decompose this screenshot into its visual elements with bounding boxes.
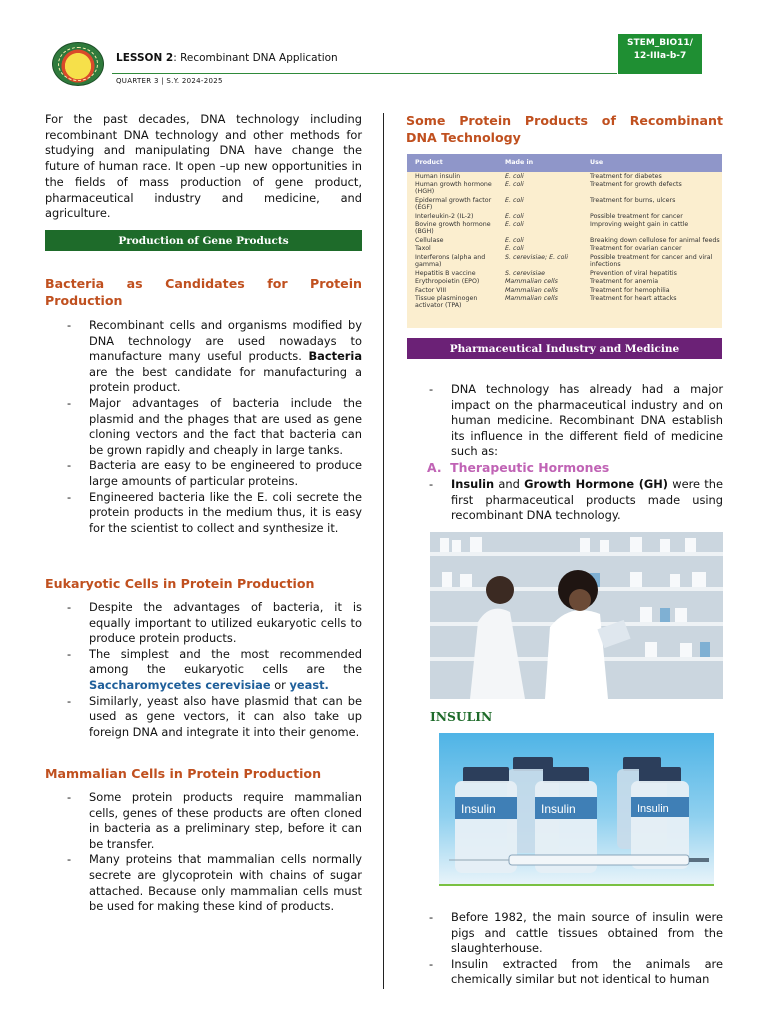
table-row [407,212,722,220]
section-bar-gene-products: Production of Gene Products [45,230,362,251]
list-item: - Before 1982, the main source of insulin were pigs and cattle tissues obtained from the slaughterhouse. [427,910,723,957]
table-cell: Epidermal growth factor (EGF) [415,196,492,212]
bold-term: Insulin [451,477,495,491]
quarter-label: QUARTER 3 | S.Y. 2024-2025 [116,77,223,85]
item-text: were the first pharmaceutical products made using recombinant DNA technology. [451,477,724,523]
pharma-list [427,382,723,460]
table-cell: Mammalian cells [505,286,558,294]
table-heading-line2: DNA Technology [406,130,521,145]
insulin-vials-photo [439,733,714,885]
code-line-2: 12-IIIa-b-7 [633,51,687,61]
vial-label: Insulin [637,803,669,815]
bacteria-list [45,318,362,536]
table-cell: Interleukin-2 (IL-2) [415,212,474,220]
table-cell: Hepatitis B vaccine [415,269,476,277]
lesson-title [116,52,338,64]
competency-code-badge [618,34,702,74]
item-bold: Bacteria [308,349,362,364]
item-text: Recombinant cells and organisms modified by DNA technology are used nowadays to manufacture many useful products. [89,318,362,364]
subheading-therapeutic-hormones [427,460,723,475]
table-cell: Mammalian cells [505,278,558,286]
table-cell: Treatment for burns, ulcers [590,196,676,204]
table-cell: E. coli [505,172,524,180]
yeast-term: yeast. [289,677,329,692]
eukaryotic-list [45,600,362,740]
pharmacy-illustration [430,532,723,699]
table-cell: Taxol [415,245,431,253]
table-row [407,180,722,196]
table-body [407,172,722,310]
table-cell: E. coli [505,212,524,220]
table-row [407,221,722,237]
column-divider [383,113,384,989]
lesson-title-text: : Recombinant DNA Application [173,52,338,64]
table-row [407,245,722,253]
species-name: Saccharomycetes cerevisiae [89,677,271,692]
table-cell: E. coli [505,245,524,253]
lesson-prefix: LESSON 2 [116,52,174,64]
list-item: - Many proteins that mammalian cells normally secrete are glycoprotein with chains of sugar attached. Because only mammalian cells must be used for making these kind of products. [45,852,362,914]
list-item: - Similarly, yeast also have plasmid that can be used as gene vectors, it can also take up foreign DNA and integrate it into their genome. [45,694,362,741]
vial-label: Insulin [461,802,496,816]
sub-label: A. [427,460,442,475]
hormone-list [427,477,723,524]
table-row [407,253,722,269]
table-cell: Erythropoietin (EPO) [415,278,480,286]
bacteria-heading-line2: Production [45,293,123,308]
table-cell: S. cerevisiae; E. coli [505,253,568,261]
table-cell: Treatment for diabetes [590,172,662,180]
table-row [407,286,722,294]
table-row [407,172,722,180]
eukaryotic-heading: Eukaryotic Cells in Protein Production [45,576,315,591]
section-bar-pharma: Pharmaceutical Industry and Medicine [407,338,722,359]
vial-label: Insulin [541,802,576,816]
list-item [45,647,362,694]
table-cell: Bovine growth hormone (BGH) [415,221,491,236]
table-cell: Treatment for hemophilia [590,286,670,294]
table-cell: Prevention of viral hepatitis [590,269,677,277]
table-cell: Possible treatment for cancer [590,212,683,220]
mammalian-heading: Mammalian Cells in Protein Production [45,766,322,781]
table-cell: Human insulin [415,172,461,180]
insulin-list [427,910,723,988]
bacteria-heading [45,275,362,309]
table-cell: E. coli [505,196,524,204]
table-row [407,269,722,277]
item-text: The simplest and the most recommended among the eukaryotic cells are the [89,646,362,677]
code-line-1: STEM_BIO11/ [627,38,693,48]
table-row [407,196,722,212]
list-item: - Despite the advantages of bacteria, it is equally important to utilized eukaryotic cells to produce protein products. [45,600,362,647]
list-item: - Bacteria are easy to be engineered to produce large amounts of particular proteins. [45,458,362,489]
table-row [407,278,722,286]
mammalian-list [45,790,362,915]
insulin-illustration [439,733,714,885]
table-cell: Treatment for growth defects [590,181,682,189]
list-item: - Major advantages of bacteria include the plasmid and the phages that are used as gene cloning vectors and the fact that bacteria can be grown rapidly and cheaply in large tanks. [45,396,362,458]
insulin-heading: INSULIN [430,709,493,724]
table-cell: E. coli [505,221,524,229]
item-text: and [494,477,525,491]
list-item [45,318,362,396]
bacteria-heading-line1: Bacteria as Candidates for Protein [45,276,362,291]
table-heading [406,112,723,146]
item-text: or [270,677,290,692]
list-item: - Some protein products require mammalian cells, genes of these products are often cloned in bacteria as a preliminary step, before it can be transfer. [45,790,362,852]
photo-underline [439,884,714,886]
table-cell: Interferons (alpha and gamma) [415,253,486,269]
table-cell: Breaking down cellulose for animal feeds [590,236,720,244]
table [407,154,722,310]
table-cell: E. coli [505,181,524,189]
bold-term: Growth Hormone (GH) [524,477,669,491]
table-cell: Treatment for heart attacks [590,295,677,303]
table-row [407,236,722,244]
table-cell: Improving weight gain in cattle [590,221,689,229]
table-cell: Human growth hormone (HGH) [415,181,492,196]
intro-paragraph: For the past decades, DNA technology including recombinant DNA technology and other methods for studying and manipulating DNA have change the future of human race. It open –up new opportunities in the fields of mass production of gene product, pharmaceutical industry and medicine, and agriculture. [45,112,362,221]
table-row [407,295,722,311]
list-item: - Insulin extracted from the animals are chemically similar but not identical to human [427,957,723,988]
table-cell: Cellulase [415,236,444,244]
table-cell: Mammalian cells [505,295,558,303]
list-item: - DNA technology has already had a major impact on the pharmaceutical industry and on human medicine. Recombinant DNA establish its influence in the different field of medicine such as: [427,382,723,460]
table-cell: Treatment for ovarian cancer [590,245,682,253]
pharmacy-photo [430,532,723,699]
school-logo-ring [58,47,98,81]
table-cell: Possible treatment for cancer and viral infections [590,253,713,269]
table-cell: Factor VIII [415,286,447,294]
sub-title: Therapeutic Hormones [450,460,610,475]
table-cell: S. cerevisiae [505,269,546,277]
table-header-cell: Product [407,154,497,172]
table-header-cell: Made in [497,154,582,172]
table-cell: E. coli [505,236,524,244]
list-item [427,477,723,524]
table-header-cell: Use [582,154,722,172]
table-cell: Treatment for anemia [590,278,659,286]
table-cell: Tissue plasminogen activator (TPA) [415,295,478,310]
list-item: - Engineered bacteria like the E. coli secrete the protein products in the medium thus, it is easy for the scientist to collect and synthesize it. [45,490,362,537]
header-rule [112,73,617,74]
item-text: are the best candidate for manufacturing a protein product. [89,364,362,395]
protein-products-table [407,154,722,328]
table-heading-line1: Some Protein Products of Recombinant [406,113,723,128]
